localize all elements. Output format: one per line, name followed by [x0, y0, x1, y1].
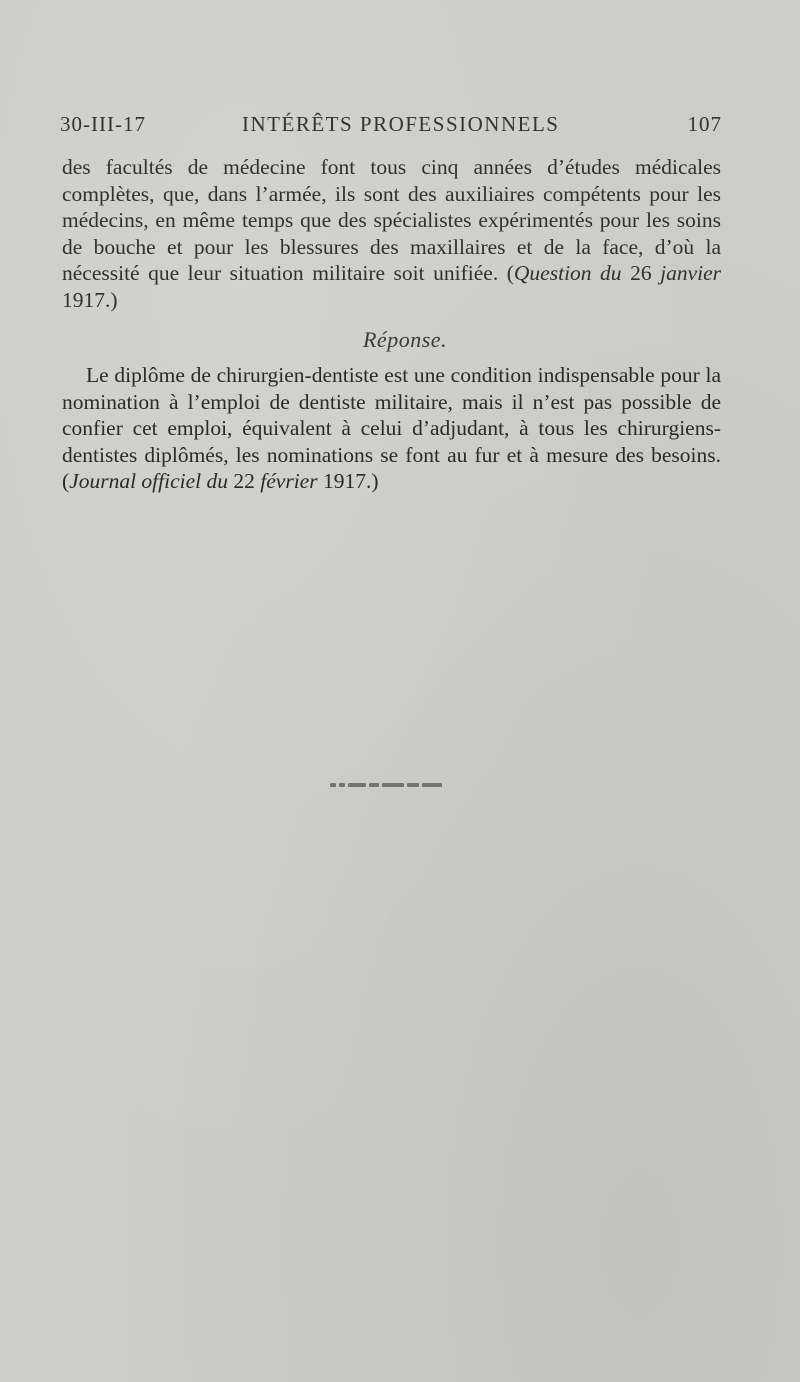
- source-day: 22: [228, 469, 261, 494]
- page-number: 107: [687, 112, 722, 136]
- paragraph-text: Le diplôme de chirurgien-dentiste est une condition indispensable pour la nomination à l’emploi de dentiste militaire, mais il n’est pas possible de confier cet emploi, équivalent à celui d’adjudant, à tous les chirurgiens-dentistes diplômés, les nominations se font au fur et à mesure des besoins. (: [62, 363, 721, 494]
- source-month: février: [260, 469, 318, 494]
- paragraph-question-end: [62, 154, 721, 314]
- running-head-title: INTÉRÊTS PROFESSIONNELS: [242, 112, 560, 136]
- running-head: [60, 112, 722, 140]
- section-divider-ornament: [330, 783, 442, 789]
- paragraph-text: des facultés de médecine font tous cinq années d’études médicales complètes, que, dans l’armée, ils sont des auxiliaires compétents pour les médecins, en même temps que des spécialistes expérimentés pour les soins de bouche et pour les blessures des maxillaires et de la face, d’où la nécessité que leur situation militaire soit unifiée. (: [62, 155, 721, 286]
- running-head-date: 30-III-17: [60, 112, 146, 136]
- source-label: Journal officiel du: [69, 469, 229, 494]
- source-year: 1917.): [317, 469, 379, 494]
- citation-label: Question du: [513, 261, 622, 286]
- citation-year: 1917.): [62, 287, 118, 312]
- reponse-heading: Réponse.: [362, 327, 448, 352]
- paragraph-reponse: [62, 362, 721, 495]
- citation-day: 26: [621, 261, 661, 286]
- citation-month: janvier: [660, 261, 722, 286]
